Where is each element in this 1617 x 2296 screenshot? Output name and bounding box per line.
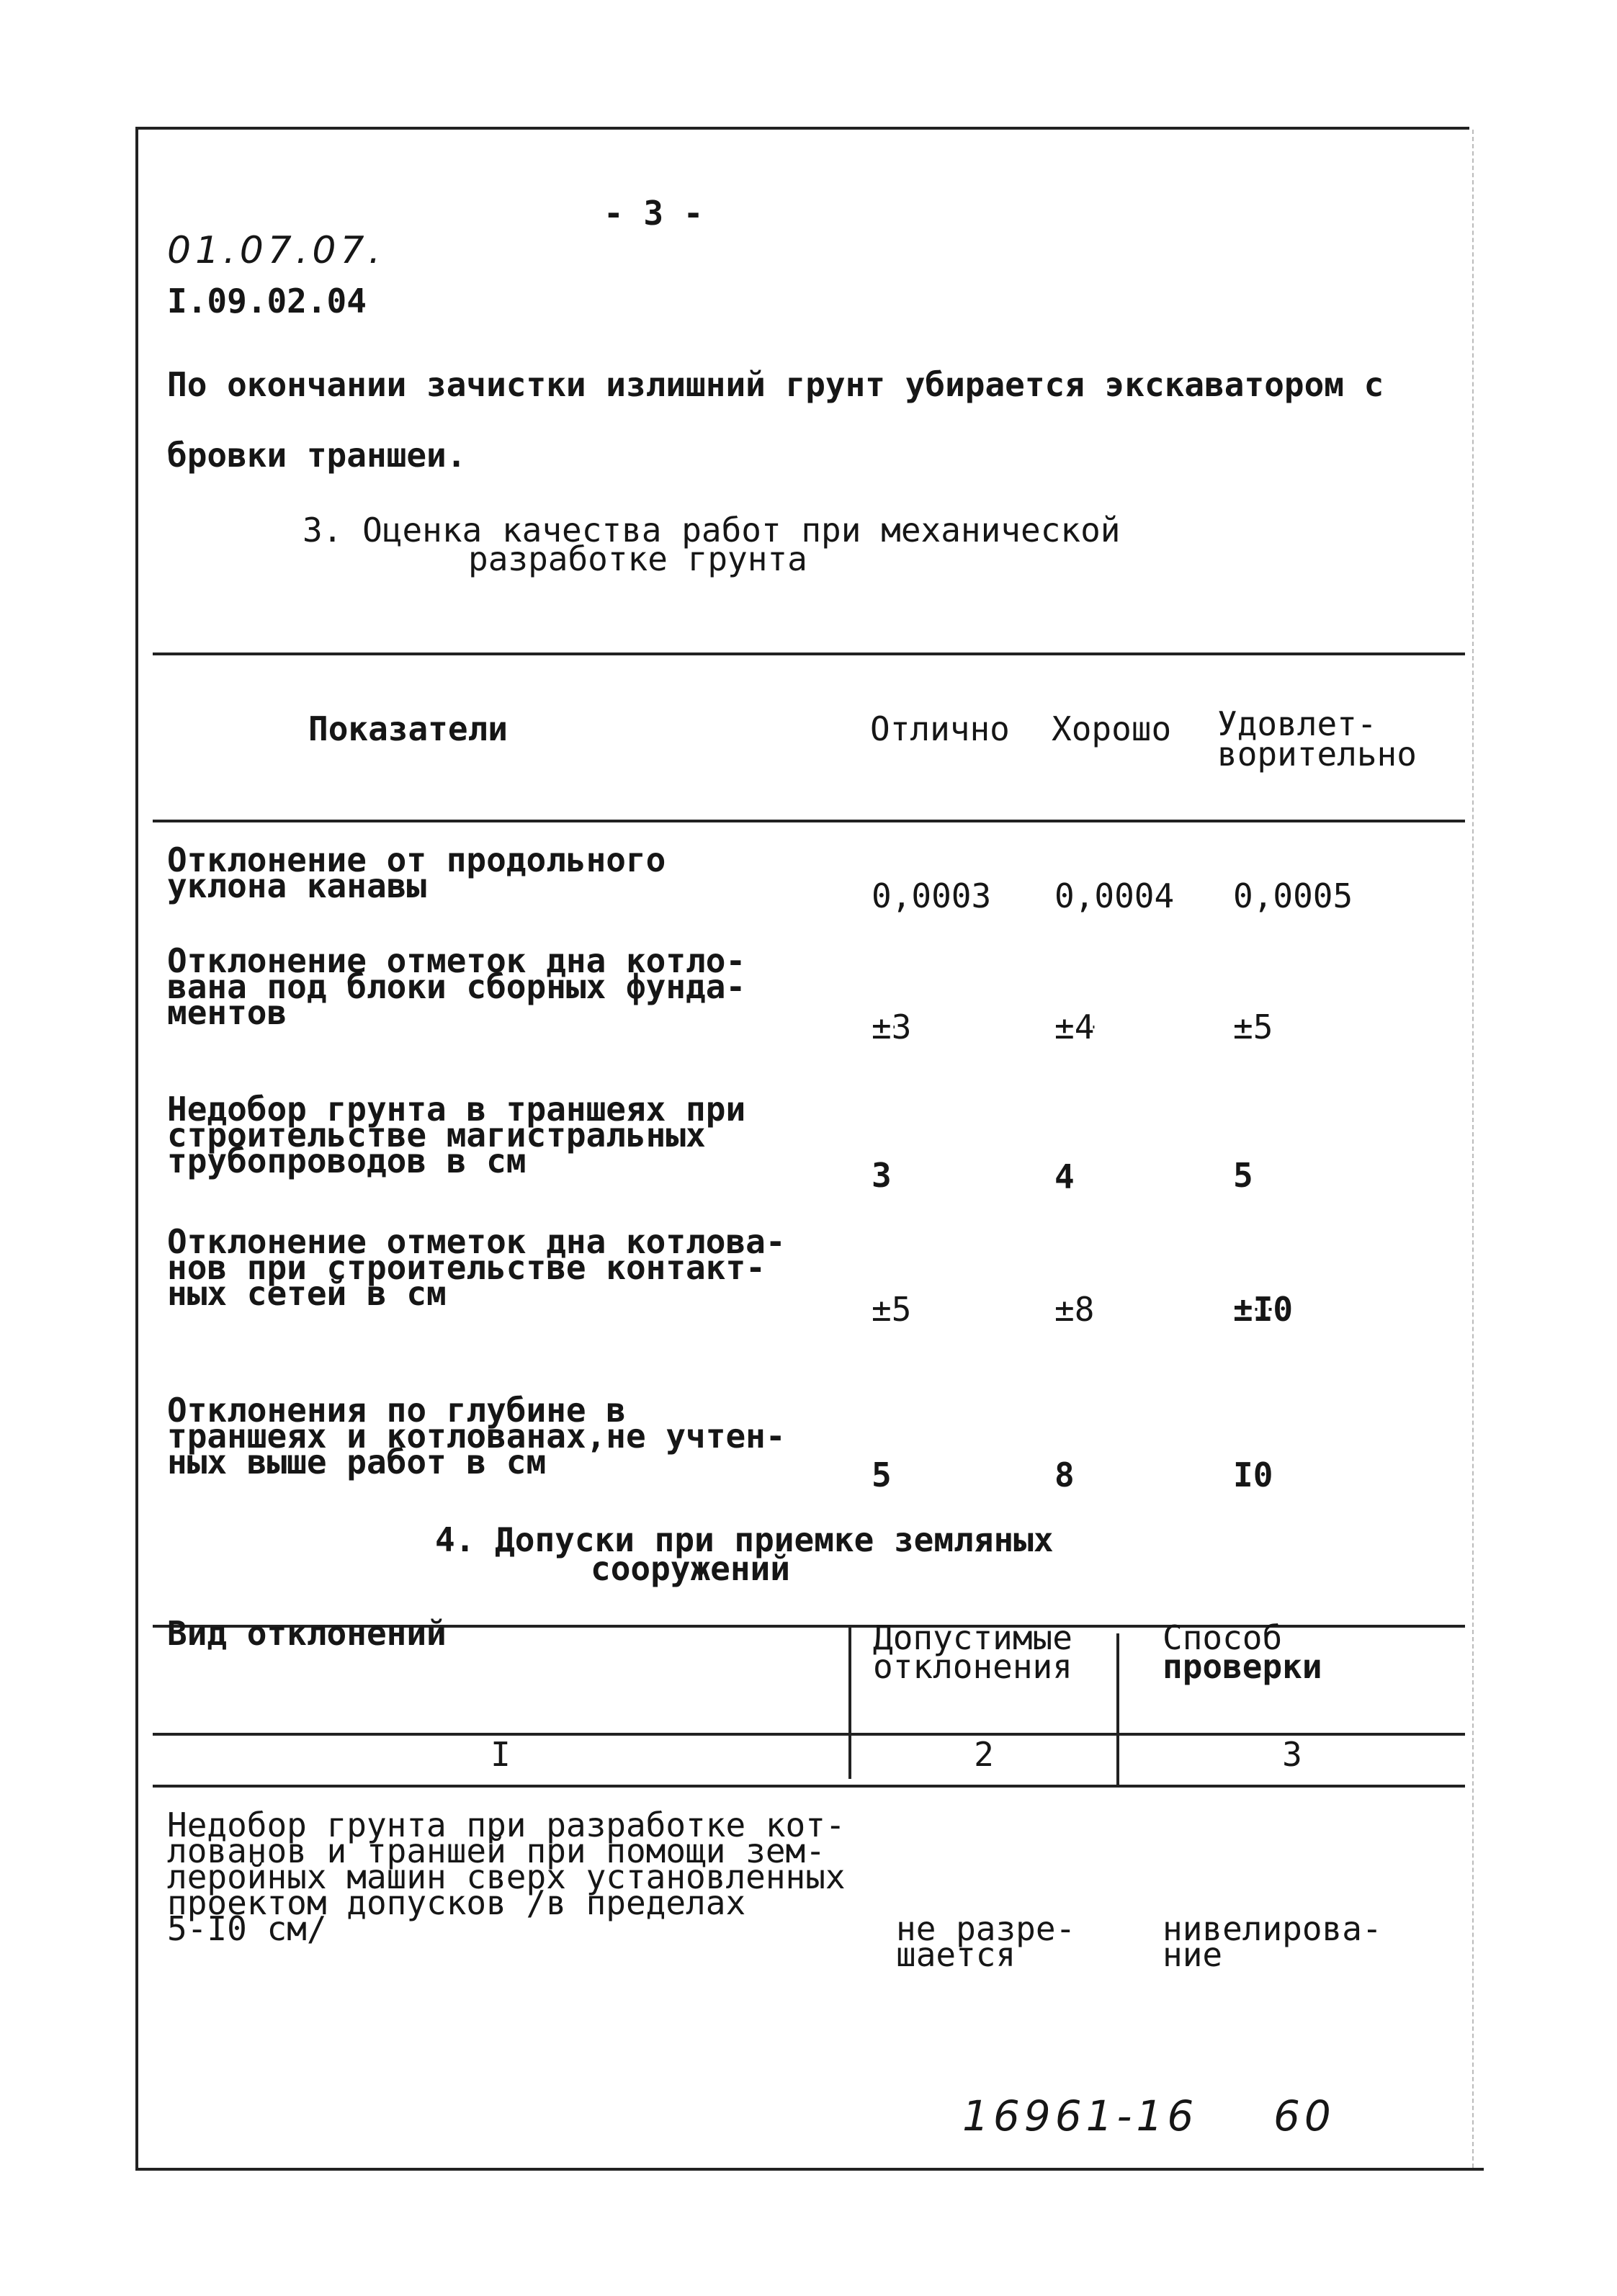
table4-header-method-1: Способ (1163, 1618, 1283, 1657)
page-frame-top (135, 127, 1469, 130)
section4-title-line-2: сооружений (591, 1549, 790, 1588)
table3-row-5-label: Отклонения по глубине в траншеях и котлованах,не учтен- ных выше работ в см (167, 1391, 786, 1481)
page-frame-bottom (135, 2168, 1484, 2171)
intro-line-1: По окончании зачистки излишний грунт убирается экскаватором с (167, 365, 1384, 404)
table3-row-4-excellent: ±5 (872, 1290, 912, 1329)
table3-row-2-good: ±4 (1054, 1008, 1095, 1046)
page-frame-right (1472, 130, 1474, 2168)
document-code: I.09.02.04 (167, 282, 367, 320)
table3-row-1-satisfactory: 0,0005 (1233, 876, 1353, 915)
table4-row-1-allowed: не разре- шается (896, 1909, 1076, 1974)
table4-header-allowed-1: Допустимые (873, 1618, 1072, 1657)
page-number: - 3 - (604, 194, 704, 233)
table3-header-rule (153, 820, 1465, 822)
table3-row-1-good: 0,0004 (1054, 876, 1175, 915)
table4-colnum-2: 2 (974, 1735, 994, 1774)
table3-row-3-excellent: 3 (872, 1156, 892, 1195)
table3-row-5-excellent: 5 (872, 1456, 892, 1494)
table4-colnum-rule (153, 1785, 1465, 1788)
table3-row-2-excellent: ±3 (872, 1008, 912, 1046)
table4-header-method-2: проверки (1163, 1647, 1322, 1686)
table3-row-1-excellent: 0,0003 (872, 876, 992, 915)
table3-row-4-satisfactory: ±I0 (1233, 1290, 1294, 1329)
table4-header-type: Вид отклонений (167, 1614, 447, 1653)
handwritten-code: 01.07.07. (167, 229, 385, 272)
table3-row-3-label: Недобор грунта в траншеях при строительстве магистральных трубопроводов в см (167, 1090, 746, 1180)
table3-row-1-label: Отклонение от продольного уклона канавы (167, 840, 666, 905)
table4-row-1-method: нивелирова- ние (1163, 1909, 1382, 1974)
table4-header-allowed-2: отклонения (873, 1647, 1072, 1686)
table3-row-2-label: Отклонение отметок дна котло- вана под блоки сборных фунда- ментов (167, 941, 746, 1032)
col-header-satisfactory-1: Удовлет- (1217, 704, 1377, 743)
table3-row-5-good: 8 (1054, 1456, 1075, 1494)
section3-title-line-2: разработке грунта (468, 539, 807, 578)
table3-row-4-good: ±8 (1054, 1290, 1095, 1329)
table4-row-1-label: Недобор грунта при разработке кот- лованов и траншей при помощи зем- леройных машин сверх установленных проектом допусков /в пределах 5-I0 см/ (167, 1806, 846, 1948)
page-frame-left (135, 127, 138, 2169)
col-header-indicator: Показатели (308, 709, 508, 748)
table4-colnum-3: 3 (1282, 1735, 1302, 1774)
table3-row-3-good: 4 (1054, 1157, 1075, 1196)
col-header-good: Хорошо (1052, 709, 1172, 748)
intro-line-2: бровки траншеи. (167, 436, 467, 475)
footer-sheet-number: 60 (1273, 2091, 1335, 2140)
table3-row-5-satisfactory: I0 (1233, 1456, 1273, 1494)
section3-title-line-1: 3. Оценка качества работ при механической (303, 511, 1121, 550)
table3-row-2-satisfactory: ±5 (1233, 1008, 1273, 1046)
table3-row-3-satisfactory: 5 (1233, 1156, 1253, 1195)
section4-title-line-1: 4. Допуски при приемке земляных (435, 1520, 1054, 1559)
col-header-satisfactory-2: ворительно (1217, 735, 1417, 773)
col-header-excellent: Отлично (870, 709, 1010, 748)
footer-doc-number: 16961-16 (962, 2091, 1199, 2140)
table3-top-rule (153, 653, 1465, 655)
table4-colnum-1: I (491, 1735, 511, 1774)
table3-row-4-label: Отклонение отметок дна котлова- нов при строительстве контакт- ных сетей в см (167, 1222, 786, 1313)
